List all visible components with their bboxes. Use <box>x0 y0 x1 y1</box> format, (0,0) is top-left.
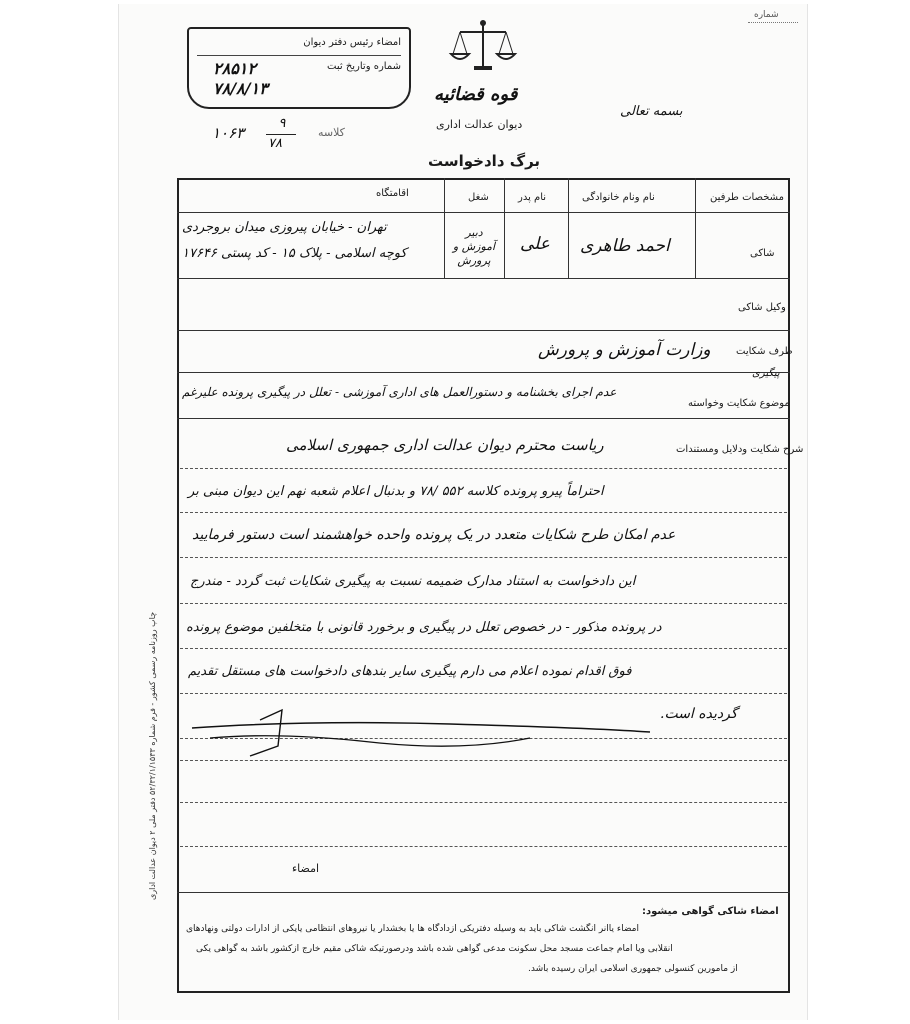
description-line-3: عدم امکان طرح شکایات متعدد در یک پرونده واحده خواهشمند است دستور فرمایید <box>192 527 676 543</box>
stamp-number: ۲۸۵۱۲ <box>213 59 256 78</box>
header-parties: مشخصات طرفین <box>710 192 784 203</box>
stamp-date: ۷۸/۸/۱۳ <box>213 79 268 98</box>
description-line-1: ریاست محترم دیوان عدالت اداری جمهوری اسلامی <box>286 436 604 454</box>
subject-note: پیگیری <box>752 368 780 379</box>
class-number-fraction-top: ۹ <box>278 116 286 131</box>
notary-line-2: انقلابی ویا امام جماعت مسجد محل سکونت مدعی گواهی شده باشد ودرصورتیکه شاکی مقیم خارج ازکشور باشد به گواهی یکی <box>196 944 673 954</box>
handwritten-scribble-icon <box>190 698 660 764</box>
stamp-divider <box>197 55 401 56</box>
notary-line-3: از مامورین کنسولی جمهوری اسلامی ایران رسیده باشد. <box>528 964 738 974</box>
registration-stamp <box>187 27 411 109</box>
stamp-registration-label: شماره وتاریخ ثبت <box>327 61 401 72</box>
class-number-label: کلاسه <box>318 126 345 139</box>
defendant-value: وزارت آموزش و پرورش <box>538 340 711 360</box>
plaintiff-job: دبیر آموزش و پرورش <box>452 226 496 267</box>
stamp-signature-label: امضاء رئیس دفتر دیوان <box>303 37 401 48</box>
org-subtitle: دیوان عدالت اداری <box>436 118 523 131</box>
ruled-line <box>180 648 787 649</box>
header-address: اقامتگاه <box>376 188 409 199</box>
plaintiff-address-line2: کوچه اسلامی - پلاک ۱۵ - کد پستی ۱۷۶۴۶ <box>182 246 407 261</box>
defendant-row-divider <box>177 372 790 373</box>
signature-row-divider <box>177 892 790 893</box>
notary-line-1: امضاء یاانر انگشت شاکی باید به وسیله دفتریکی ازدادگاه ها یا بخشدار یا نیروهای انتظامی یایکی از ادارات دولتی ونهادهای <box>186 924 639 934</box>
plaintiff-father: علی <box>520 234 550 254</box>
class-number-fraction-bar <box>266 134 296 135</box>
description-line-7: گردیده است. <box>660 706 738 722</box>
org-name: قوه قضائیه <box>434 84 518 105</box>
top-right-mark: شماره <box>754 10 779 20</box>
header-job: شغل <box>468 192 489 203</box>
description-line-6: فوق اقدام نموده اعلام می دارم پیگیری سایر بندهای دادخواست های مستقل تقدیم <box>188 664 632 679</box>
subject-value: عدم اجرای بخشنامه و دستورالعمل های اداری آموزشی - تعلل در پیگیری پرونده علیرغم <box>182 385 617 399</box>
header-name: نام ونام خانوادگی <box>582 192 655 203</box>
ruled-line <box>180 512 787 513</box>
class-number-left: ۱۰۶۳ <box>212 124 245 142</box>
defendant-label: طرف شکایت <box>736 346 793 357</box>
description-line-2: احتراماً پیرو پرونده کلاسه ۵۵۲ /۷۸ و بدنبال اعلام شعبه نهم این دیوان مبنی بر <box>188 484 604 499</box>
scales-of-justice-icon <box>448 18 518 78</box>
plaintiff-row-divider <box>177 278 790 279</box>
basmala: بسمه تعالی <box>620 104 683 119</box>
description-line-4: این دادخواست به استناد مدارک ضمیمه نسبت به پیگیری شکایات ثبت گردد - مندرج <box>190 574 636 589</box>
class-number-fraction-bottom: ۷۸ <box>268 136 282 151</box>
ruled-line <box>180 557 787 558</box>
plaintiff-address-line1: تهران - خیابان پیروزی میدان بروجردی <box>182 220 387 235</box>
col-divider-father <box>504 178 505 278</box>
col-divider-job <box>444 178 445 278</box>
lawyer-label: وکیل شاکی <box>738 302 786 313</box>
ruled-line <box>180 468 787 469</box>
ruled-line <box>180 693 787 694</box>
notary-title: امضاء شاکی گواهی میشود: <box>642 906 779 917</box>
ruled-line <box>180 802 787 803</box>
ruled-line <box>180 603 787 604</box>
subject-row-divider <box>177 418 790 419</box>
plaintiff-label: شاکی <box>750 248 775 259</box>
col-divider-name <box>568 178 569 278</box>
side-print-mark: چاپ روزنامه رسمی کشور - فرم شماره ۵۲/۳۲/۱/۱۵۳۳ دفتر ملی ۲ دیوان عدالت اداری <box>148 611 157 900</box>
ruled-line <box>180 846 787 847</box>
form-title: برگ دادخواست <box>428 152 541 170</box>
col-divider-parties <box>695 178 696 278</box>
description-label: شرح شکایت ودلایل ومستندات <box>676 444 804 455</box>
signature-label: امضاء <box>292 862 320 875</box>
subject-label: موضوع شکایت وخواسته <box>688 398 790 409</box>
description-line-5: در پرونده مذکور - در خصوص تعلل در پیگیری و برخورد قانونی با متخلفین موضوع پرونده <box>186 620 662 635</box>
lawyer-row-divider <box>177 330 790 331</box>
top-right-dotted-line <box>748 22 798 23</box>
header-father: نام پدر <box>518 192 547 203</box>
table-header-divider <box>177 212 790 213</box>
plaintiff-name: احمد طاهری <box>580 236 670 256</box>
